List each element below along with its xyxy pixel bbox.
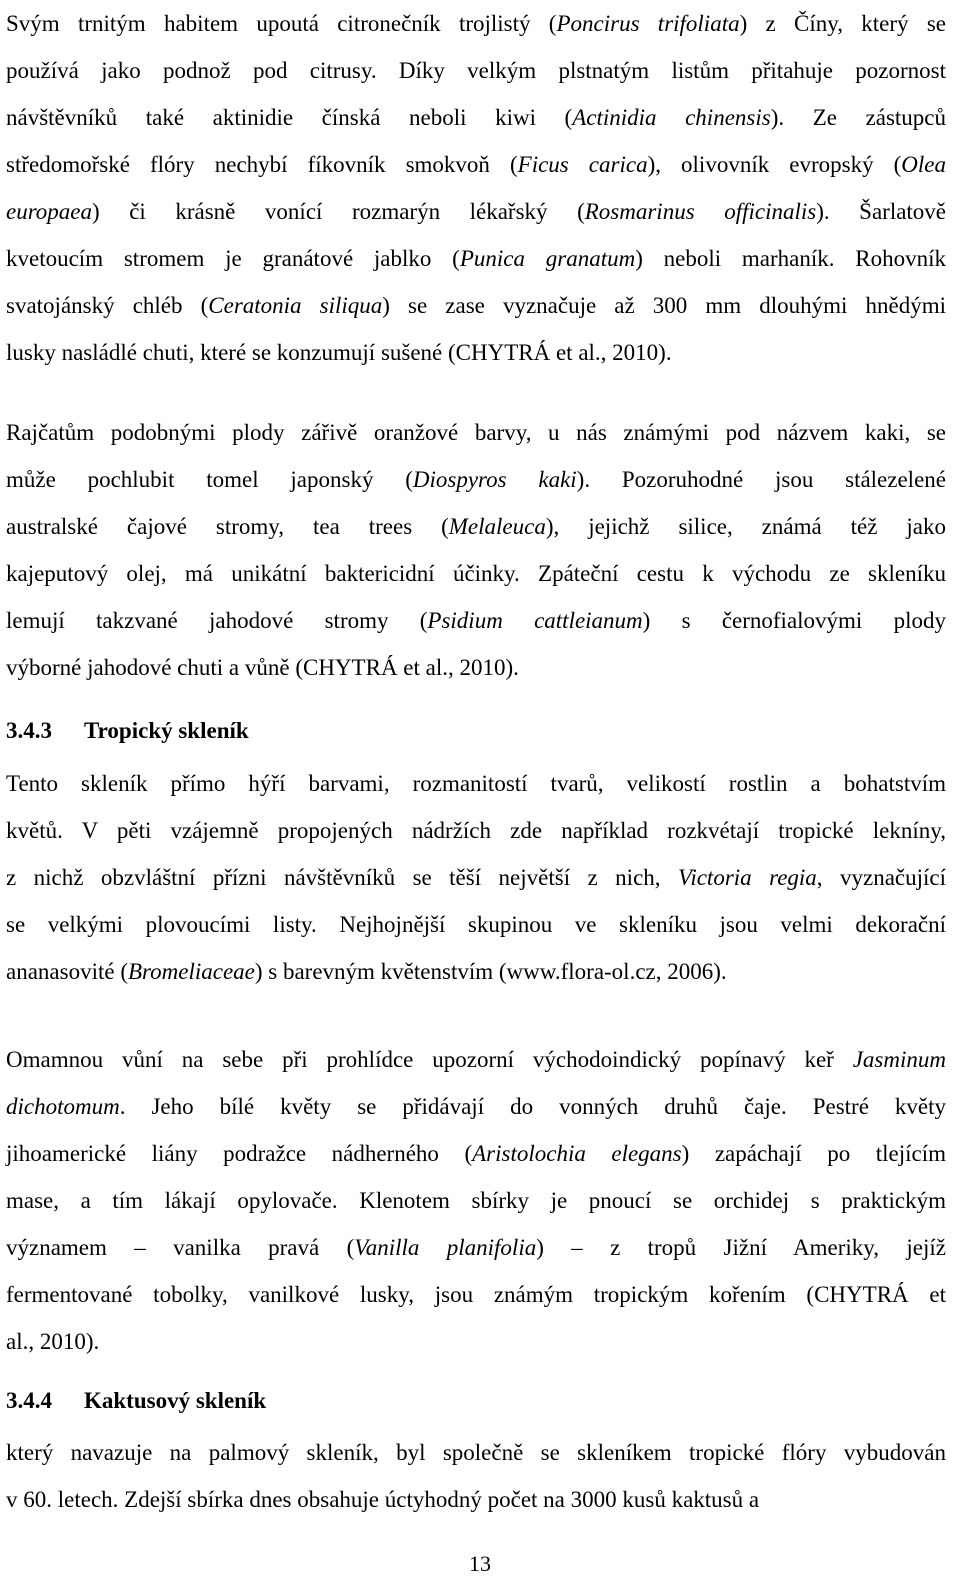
text-line	[6, 456, 946, 503]
text-run: ) neboli marhaník. Rohovník	[635, 246, 946, 271]
text-run: používá jako podnož pod citrusy. Díky velkým plstnatým listům přitahuje pozornost	[6, 58, 946, 83]
text-run: ). Ze zástupců	[770, 105, 946, 130]
heading-title: Tropický skleník	[84, 718, 249, 743]
text-run: kajeputový olej, má unikátní baktericidní účinky. Zpáteční cestu k východu ze skleníku	[6, 561, 946, 586]
text-run: návštěvníků také aktinidie čínská neboli kiwi (	[6, 105, 573, 130]
text-line	[6, 760, 946, 807]
text-line	[6, 329, 946, 376]
text-line	[6, 1429, 946, 1476]
text-line	[6, 597, 946, 644]
text-line	[6, 188, 946, 235]
text-run: ) se zase vyznačuje až 300 mm dlouhými hnědými	[382, 293, 946, 318]
text-run: Rajčatům podobnými plody zářivě oranžové barvy, u nás známými pod názvem kaki, se	[6, 420, 946, 445]
heading-number: 3.4.3	[6, 718, 52, 743]
text-run: mase, a tím lákají opylovače. Klenotem sbírky je pnoucí se orchidej s praktickým	[6, 1188, 946, 1213]
text-run: . Jeho bílé květy se přidávají do vonných druhů čaje. Pestré květy	[119, 1094, 946, 1119]
paragraph-5	[6, 1429, 946, 1523]
italic-term: Psidium cattleianum	[427, 608, 643, 633]
italic-term: Rosmarinus officinalis	[584, 199, 817, 224]
italic-term: Victoria regia	[677, 865, 817, 890]
section-heading-3-4-4	[6, 1386, 266, 1416]
text-run: ), olivovník evropský (	[647, 152, 902, 177]
text-run: al., 2010).	[6, 1329, 100, 1354]
text-run: Svým trnitým habitem upoutá citronečník trojlistý (	[6, 11, 557, 36]
text-run: australské čajové stromy, tea trees (	[6, 514, 449, 539]
text-run: výborné jahodové chuti a vůně (CHYTRÁ et al., 2010).	[6, 655, 519, 680]
text-run: se velkými plovoucími listy. Nejhojnější skupinou ve skleníku jsou velmi dekorační	[6, 912, 946, 937]
paragraph-1	[6, 0, 946, 376]
text-run: středomořské flóry nechybí fíkovník smokvoň (	[6, 152, 518, 177]
paragraph-4	[6, 1036, 946, 1365]
italic-term: Vanilla planifolia	[354, 1235, 537, 1260]
italic-term: Ceratonia siliqua	[208, 293, 383, 318]
paragraph-2	[6, 409, 946, 691]
text-line	[6, 1083, 946, 1130]
text-line	[6, 0, 946, 47]
text-line	[6, 1036, 946, 1083]
text-line	[6, 901, 946, 948]
italic-term: Diospyros kaki	[412, 467, 577, 492]
text-line	[6, 141, 946, 188]
text-line	[6, 550, 946, 597]
italic-term: europaea	[6, 199, 93, 224]
text-run: , vyznačující	[816, 865, 946, 890]
text-line	[6, 282, 946, 329]
text-run: ananasovité (	[6, 959, 128, 984]
text-run: Tento skleník přímo hýří barvami, rozmanitostí tvarů, velikostí rostlin a bohatstvím	[6, 771, 946, 796]
text-line	[6, 409, 946, 456]
text-run: ) s černofialovými plody	[642, 608, 946, 633]
text-line	[6, 1271, 946, 1318]
text-run: který navazuje na palmový skleník, byl společně se skleníkem tropické flóry vybudován	[6, 1440, 946, 1465]
text-run: ). Šarlatově	[816, 199, 947, 224]
text-line	[6, 854, 946, 901]
text-line	[6, 1177, 946, 1224]
text-line	[6, 1130, 946, 1177]
text-run: fermentované tobolky, vanilkové lusky, jsou známým tropickým kořením (CHYTRÁ et	[6, 1282, 946, 1307]
text-run: ) zapáchají po tlejícím	[681, 1141, 946, 1166]
text-line	[6, 47, 946, 94]
italic-term: dichotomum	[6, 1094, 120, 1119]
text-run: ) či krásně vonící rozmarýn lékařský (	[92, 199, 585, 224]
text-run: ) – z tropů Jižní Ameriky, jejíž	[536, 1235, 946, 1260]
text-line	[6, 1476, 946, 1523]
text-run: kvetoucím stromem je granátové jablko (	[6, 246, 460, 271]
italic-term: Poncirus trifoliata	[556, 11, 740, 36]
heading-title: Kaktusový skleník	[84, 1388, 267, 1413]
text-run: lusky nasládlé chuti, které se konzumují sušené (CHYTRÁ et al., 2010).	[6, 340, 672, 365]
italic-term: Ficus carica	[517, 152, 648, 177]
text-run: jihoamerické liány podražce nádherného (	[6, 1141, 473, 1166]
text-line	[6, 235, 946, 282]
text-run: svatojánský chléb (	[6, 293, 209, 318]
text-run: v 60. letech. Zdejší sbírka dnes obsahuje úctyhodný počet na 3000 kusů kaktusů a	[6, 1487, 760, 1512]
text-run: významem – vanilka pravá (	[6, 1235, 355, 1260]
text-run: květů. V pěti vzájemně propojených nádržích zde například rozkvétají tropické lekníny,	[6, 818, 946, 843]
text-line	[6, 1224, 946, 1271]
text-run: ) s barevným květenstvím (www.flora-ol.cz, 2006).	[254, 959, 727, 984]
text-run: ), jejichž silice, známá též jako	[545, 514, 947, 539]
paragraph-3	[6, 760, 946, 995]
page-number: 13	[469, 1551, 491, 1576]
italic-term: Jasminum	[852, 1047, 946, 1072]
text-run: z nichž obzvláštní přízni návštěvníků se těší největší z nich,	[6, 865, 678, 890]
italic-term: Punica granatum	[459, 246, 636, 271]
text-line	[6, 94, 946, 141]
text-run: ) z Číny, který se	[739, 11, 946, 36]
italic-term: Bromeliaceae	[127, 959, 255, 984]
italic-term: Olea	[901, 152, 947, 177]
text-run: lemují takzvané jahodové stromy (	[6, 608, 428, 633]
text-run: ). Pozoruhodné jsou stálezelené	[576, 467, 946, 492]
section-heading-3-4-3	[6, 716, 249, 746]
text-run: Omamnou vůní na sebe při prohlídce upozorní východoindický popínavý keř	[6, 1047, 853, 1072]
text-line	[6, 1318, 946, 1365]
text-line	[6, 644, 946, 691]
italic-term: Aristolochia elegans	[472, 1141, 682, 1166]
text-run: může pochlubit tomel japonský (	[6, 467, 413, 492]
italic-term: Melaleuca	[448, 514, 546, 539]
italic-term: Actinidia chinensis	[572, 105, 771, 130]
text-line	[6, 948, 946, 995]
heading-number: 3.4.4	[6, 1388, 52, 1413]
text-line	[6, 503, 946, 550]
text-line	[6, 807, 946, 854]
